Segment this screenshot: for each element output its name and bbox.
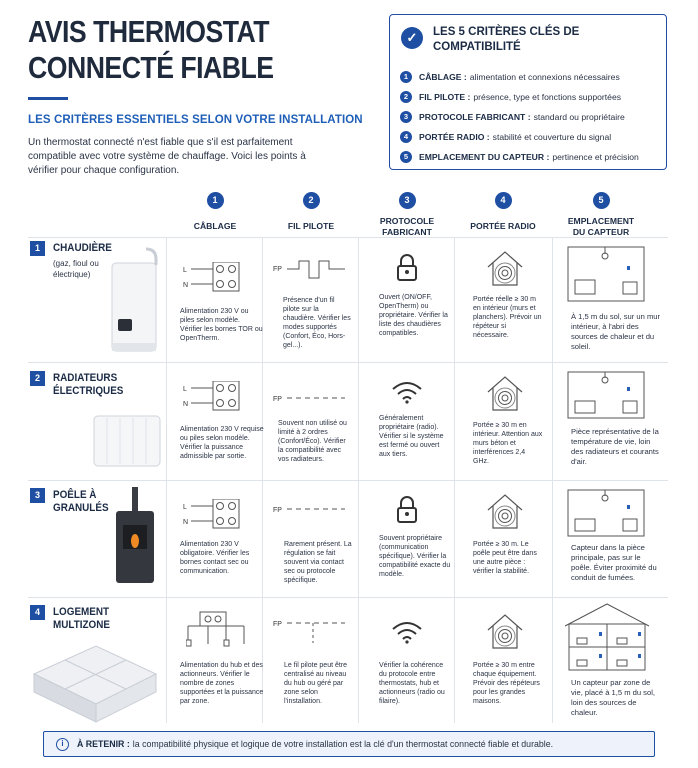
lock-icon: [396, 496, 418, 524]
radiator-image: [92, 410, 162, 470]
column-number: 4: [495, 192, 512, 209]
room-sensor-icon: [567, 489, 645, 537]
pilot-wire-label: FP: [273, 507, 282, 514]
cell-text: Portée ≥ 30 m. Le poêle peut être dans une autre pièce : vérifier la stabilité.: [473, 541, 537, 575]
pilot-wire-branch-icon: [273, 618, 347, 644]
wiring-diagram-icon: [183, 381, 243, 411]
criteria-desc: présence, type et fonctions supportées: [473, 92, 622, 102]
checkmark-icon: ✓: [401, 27, 423, 49]
cell-text: Capteur dans la pièce principale, pas sur le poêle. Éviter proximité du conduit de fumées.: [571, 543, 657, 582]
cell-text: Alimentation 230 V obligatoire. Vérifier les bornes contact sec ou communication.: [180, 541, 250, 575]
row-number: 3: [30, 488, 45, 503]
pilot-wire-signal-icon: [273, 258, 347, 284]
cell-text: Portée réelle ≥ 30 m en intérieur (murs et planchers). Prévoir un répéteur si nécessaire.: [473, 296, 542, 339]
lock-icon: [396, 254, 418, 282]
wire-label-l: L: [183, 267, 187, 274]
cell-text: Ouvert (ON/OFF, OpenTherm) ou propriétaire. Vérifier la liste des chaudières compatibles.: [379, 294, 448, 337]
cell-text: Un capteur par zone de vie, placé à 1,5 m du sol, loin des sources de chaleur.: [571, 678, 655, 717]
criteria-number: 1: [400, 71, 412, 83]
column-number: 3: [399, 192, 416, 209]
criteria-item: [400, 107, 662, 127]
column-header-cablage: [167, 192, 263, 232]
wifi-icon: [391, 620, 423, 644]
section-subtitle: LES CRITÈRES ESSENTIELS SELON VOTRE INSTALLATION: [28, 114, 363, 126]
wire-label-n: N: [183, 282, 189, 289]
grid-line: [552, 237, 553, 723]
retain-banner: [43, 731, 655, 757]
row-number: 4: [30, 605, 45, 620]
column-number: 1: [207, 192, 224, 209]
cell-text: Souvent non utilisé ou limité à 2 ordres (Confort/Éco). Vérifier la compatibilité avec vos radiateurs.: [278, 420, 347, 463]
info-icon: i: [56, 738, 69, 751]
column-header-protocole: [359, 192, 455, 238]
grid-line: [166, 237, 167, 723]
criteria-name: FIL PILOTE :: [419, 92, 471, 102]
grid-line: [358, 237, 359, 723]
hub-wiring-icon: [186, 610, 246, 650]
retain-label: À RETENIR :: [77, 739, 130, 749]
row-title: RADIATEURS ÉLECTRIQUES: [53, 372, 124, 397]
column-header-portee-radio: [455, 192, 551, 232]
wire-label-n: N: [183, 401, 189, 408]
cell-text: Généralement propriétaire (radio). Vérifier si le système est fermé ou ouvert aux tiers.: [379, 415, 444, 458]
criteria-desc: stabilité et couverture du signal: [492, 132, 612, 142]
column-header-emplacement: [553, 192, 649, 238]
grid-line: [28, 362, 668, 363]
cell-text: Pièce représentative de la température de vie, loin des radiateurs et courants d'air.: [571, 427, 659, 466]
grid-line: [28, 237, 668, 238]
room-sensor-icon: [567, 246, 645, 302]
grid-line: [28, 480, 668, 481]
row-title: POÊLE À GRANULÉS: [53, 489, 109, 514]
pilot-wire-label: FP: [273, 621, 282, 628]
criteria-panel: [389, 14, 667, 170]
row-number: 1: [30, 241, 45, 256]
pilot-wire-label: FP: [273, 266, 282, 273]
multizone-sensor-icon: [563, 602, 651, 672]
criteria-number: 3: [400, 111, 412, 123]
criteria-number: 4: [400, 131, 412, 143]
criteria-name: PROTOCOLE FABRICANT :: [419, 112, 531, 122]
cell-text: Alimentation 230 V requise ou piles selon modèle. Vérifier la puissance admissible par sortie.: [180, 426, 264, 460]
column-label: FIL PILOTE: [287, 221, 335, 231]
multizone-house-image: [30, 636, 160, 724]
criteria-list: [400, 67, 662, 167]
criteria-name: CÂBLAGE :: [419, 72, 467, 82]
row-title: LOGEMENT MULTIZONE: [53, 606, 111, 631]
wire-label-l: L: [183, 504, 187, 511]
row-title: CHAUDIÈRE: [53, 242, 112, 254]
boiler-image: [108, 247, 160, 355]
wiring-diagram-icon: [183, 499, 243, 529]
pilot-wire-dashed-icon: [273, 504, 347, 518]
column-label: CÂBLAGE: [193, 221, 237, 231]
column-number: 2: [303, 192, 320, 209]
retain-text: la compatibilité physique et logique de votre installation est la clé d'un thermostat connecté fiable et durable.: [132, 739, 554, 749]
criteria-item: [400, 127, 662, 147]
criteria-name: PORTÉE RADIO :: [419, 132, 490, 142]
wire-label-l: L: [183, 386, 187, 393]
pellet-stove-image: [112, 487, 158, 587]
cell-text: Souvent propriétaire (communication spécifique). Vérifier la compatibilité exacte du modèle.: [379, 535, 451, 578]
column-number: 5: [593, 192, 610, 209]
cell-text: Alimentation du hub et des actionneurs. Vérifier le nombre de zones supportées et la puissance par zone.: [180, 662, 264, 705]
cell-text: Le fil pilote peut être centralisé au niveau du hub ou géré par zone selon l'installation.: [284, 662, 348, 705]
house-signal-icon: [485, 492, 525, 530]
cell-text: Vérifier la cohérence du protocole entre thermostats, hub et actionneurs (radio ou filaire).: [379, 662, 445, 705]
cell-text: À 1,5 m du sol, sur un mur intérieur, à l'abri des sources de chaleur et du soleil.: [571, 312, 661, 351]
wire-label-n: N: [183, 519, 189, 526]
pilot-wire-label: FP: [273, 396, 282, 403]
intro-paragraph: Un thermostat connecté n'est fiable que s'il est parfaitement compatible avec votre système de chauffage. Voici les points à vérifier pour chaque configuration.: [28, 137, 306, 176]
criteria-desc: pertinence et précision: [552, 152, 639, 162]
title-underline: [28, 97, 68, 100]
row-number: 2: [30, 371, 45, 386]
column-header-fil-pilote: [263, 192, 359, 232]
criteria-item: [400, 87, 662, 107]
row-subtitle: (gaz, fioul ou électrique): [53, 259, 99, 279]
room-sensor-icon: [567, 371, 645, 419]
column-label: PROTOCOLE FABRICANT: [379, 216, 435, 237]
page-title: AVIS THERMOSTAT CONNECTÉ FIABLE: [28, 14, 274, 85]
house-signal-icon: [485, 249, 525, 287]
cell-text: Alimentation 230 V ou piles selon modèle. Vérifier les bornes TOR ou OpenTherm.: [180, 308, 263, 342]
criteria-desc: standard ou propriétaire: [533, 112, 625, 122]
criteria-item: [400, 147, 662, 167]
criteria-name: EMPLACEMENT DU CAPTEUR :: [419, 152, 550, 162]
criteria-number: 2: [400, 91, 412, 103]
pilot-wire-dashed-icon: [273, 393, 347, 407]
cell-text: Rarement présent. La régulation se fait souvent via contact sec ou protocole spécifique.: [284, 541, 352, 584]
wiring-diagram-icon: [183, 262, 243, 292]
cell-text: Portée ≥ 30 m en intérieur. Attention aux murs béton et interférences 2,4 GHz.: [473, 422, 543, 465]
house-signal-icon: [485, 374, 525, 412]
grid-line: [454, 237, 455, 723]
criteria-title: LES 5 CRITÈRES CLÉS DE COMPATIBILITÉ: [433, 26, 580, 53]
cell-text: Présence d'un fil pilote sur la chaudière. Vérifier les modes supportés (Confort, Éco, Hors-gel...).: [283, 297, 351, 349]
column-label: EMPLACEMENT DU CAPTEUR: [567, 216, 635, 237]
criteria-number: 5: [400, 151, 412, 163]
grid-line: [28, 597, 668, 598]
house-signal-icon: [485, 612, 525, 650]
cell-text: Portée ≥ 30 m entre chaque équipement. Prévoir des répéteurs pour les grandes maisons.: [473, 662, 540, 705]
criteria-item: [400, 67, 662, 87]
column-label: PORTÉE RADIO: [470, 221, 536, 231]
wifi-icon: [391, 380, 423, 404]
criteria-desc: alimentation et connexions nécessaires: [469, 72, 620, 82]
